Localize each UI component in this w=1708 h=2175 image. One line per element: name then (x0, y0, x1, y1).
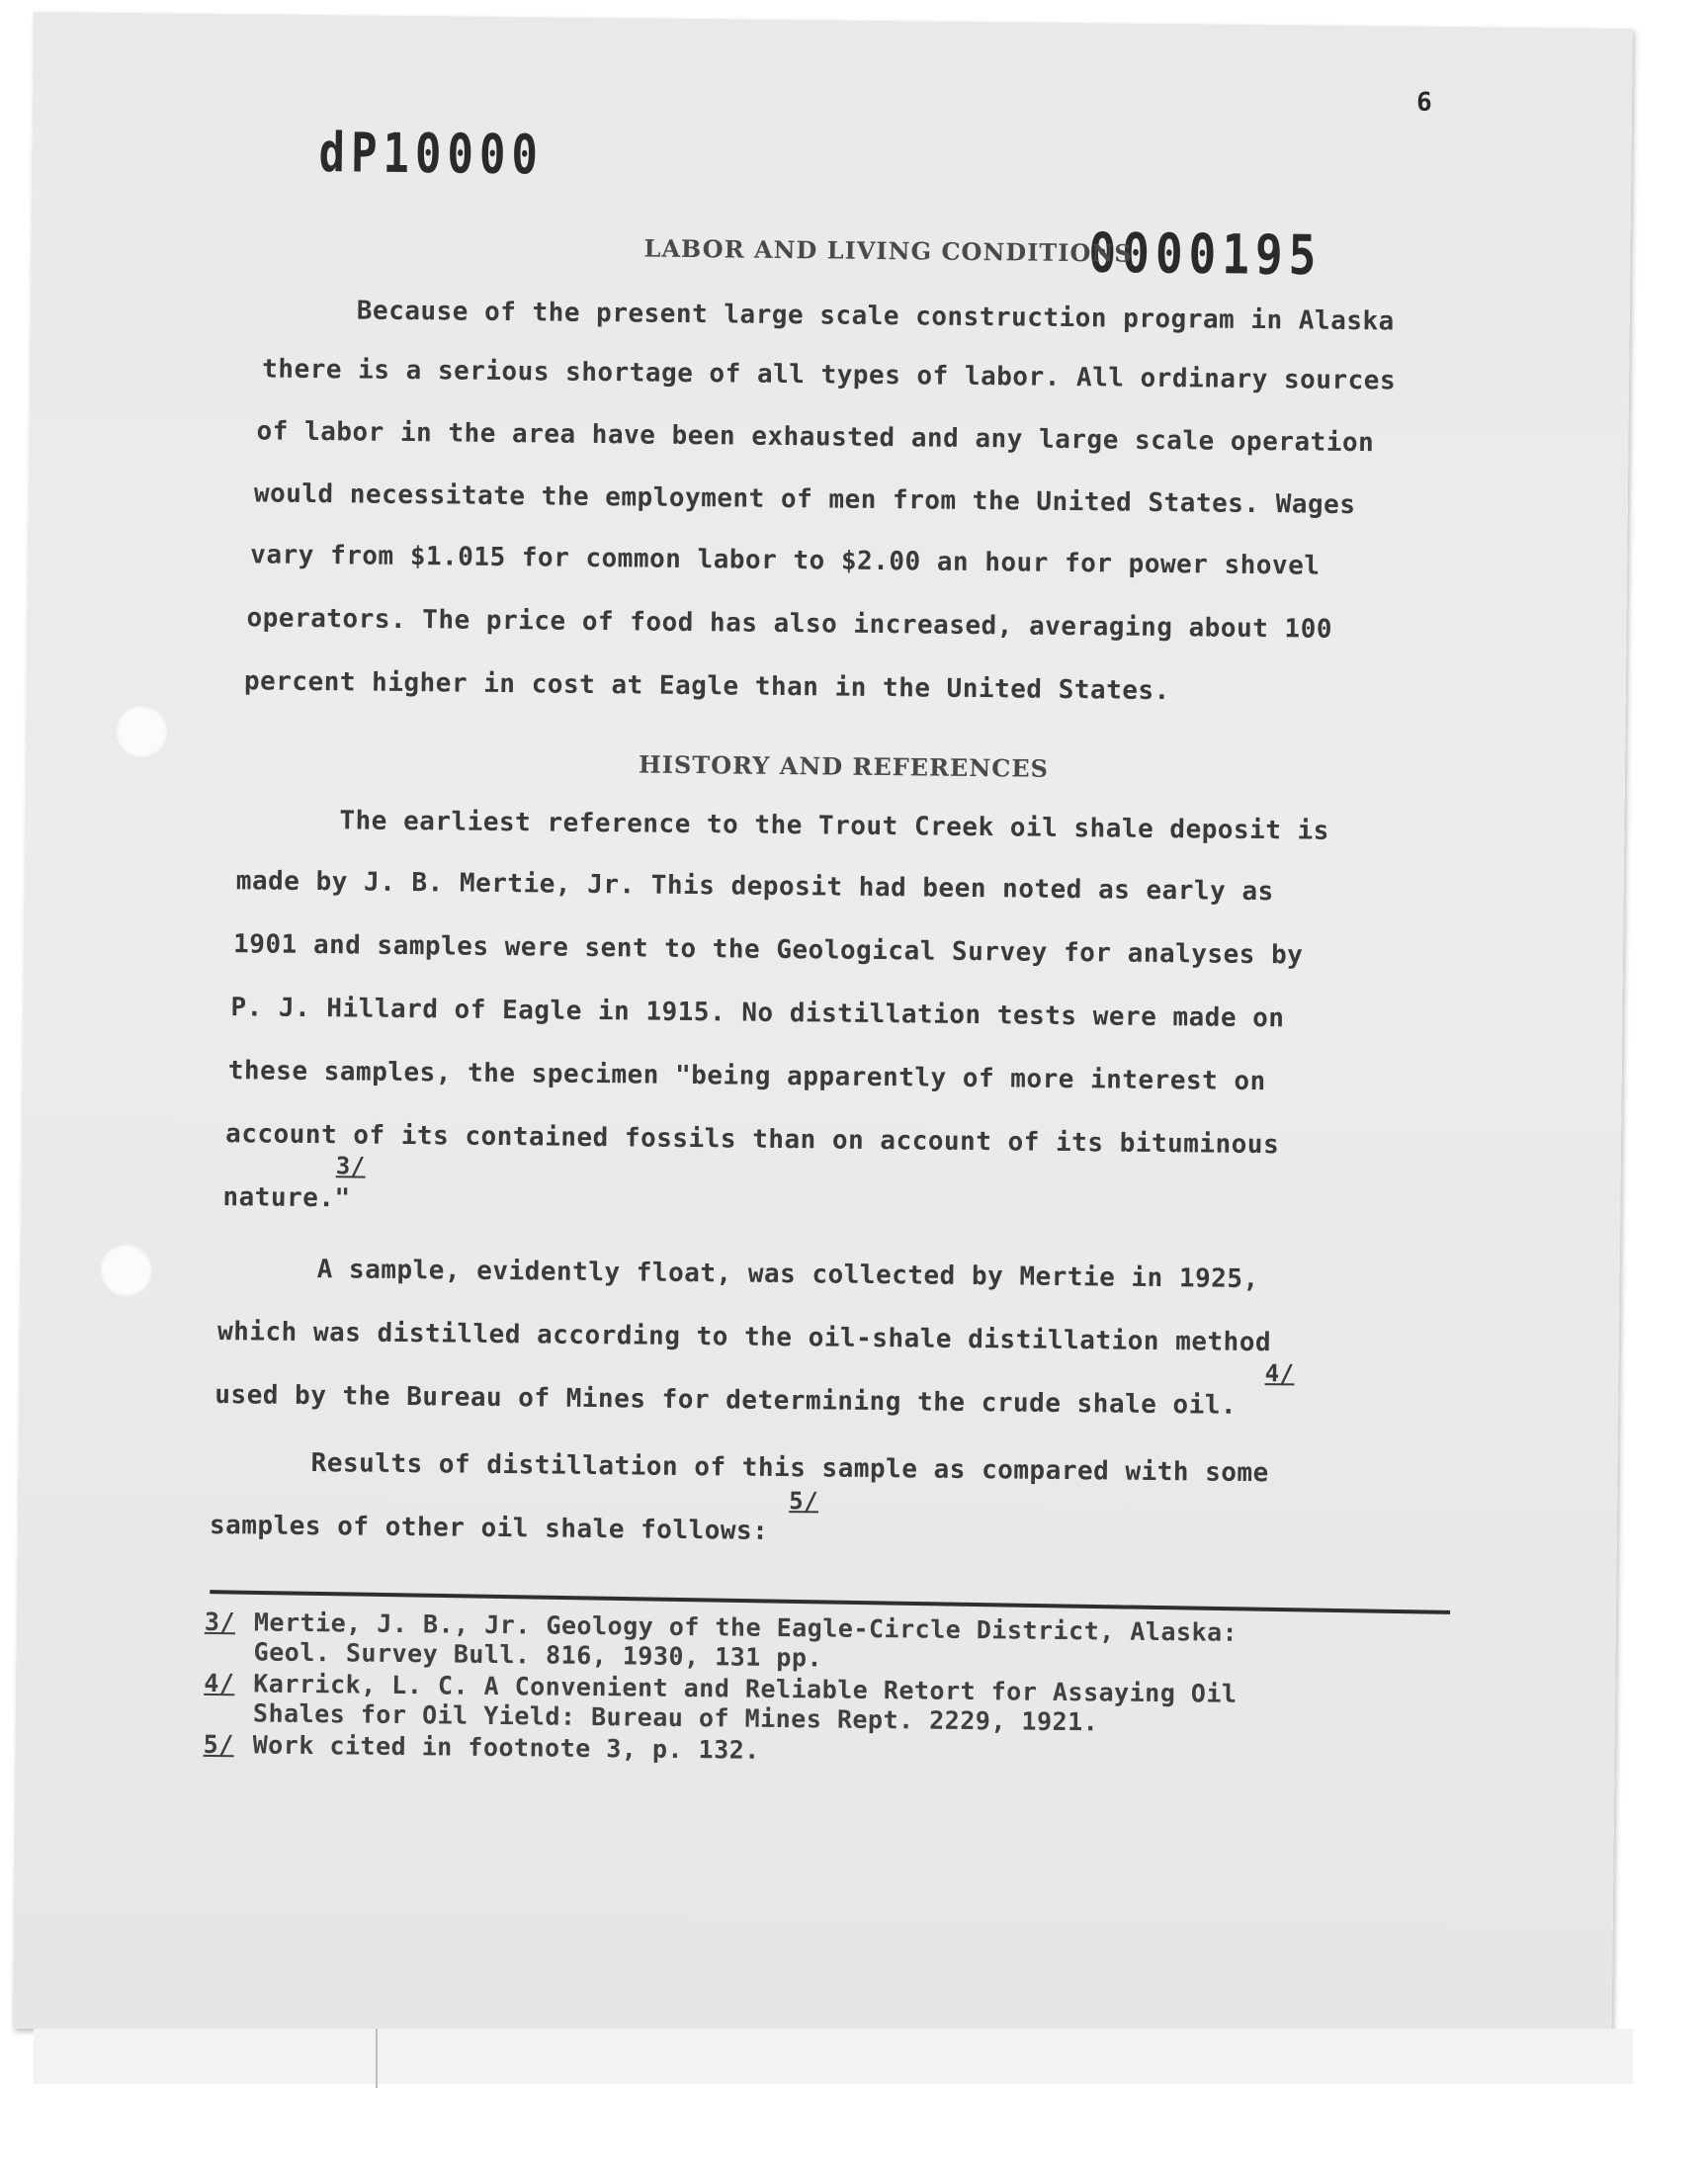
footnote-text: Mertie, J. B., Jr. Geology of the Eagle-Circle District, Alaska: (253, 1608, 1238, 1647)
text-line: samples of other oil shale follows: (209, 1510, 769, 1546)
text-line: would necessitate the employment of men from the United States. Wages (253, 478, 1356, 521)
footnote-reference-5: 5/ (789, 1487, 819, 1516)
text-line: The earliest reference to the Trout Creek oil shale deposit is (339, 806, 1330, 846)
text-line: A sample, evidently float, was collected by Mertie in 1925, (316, 1255, 1259, 1295)
footnote-mark: 5/ (203, 1729, 234, 1760)
document-page (13, 12, 1633, 2045)
text-line: P. J. Hillard of Eagle in 1915. No distillation tests were made on (230, 993, 1285, 1034)
footnote-mark: 4/ (204, 1668, 235, 1698)
document-id-stamp: dP10000 (318, 122, 545, 188)
text-line: which was distilled according to the oil-shale distillation method (216, 1317, 1272, 1358)
text-line: these samples, the specimen "being apparently of more interest on (227, 1056, 1266, 1097)
scan-artifact-line (376, 2029, 378, 2088)
text-line: of labor in the area have been exhausted and any large scale operation (256, 416, 1375, 459)
text-line: nature." (222, 1182, 351, 1214)
footnote-mark: 3/ (204, 1607, 236, 1637)
footnote-text: Karrick, L. C. A Convenient and Reliable Retort for Assaying Oil (253, 1669, 1238, 1708)
section-heading-labor: LABOR AND LIVING CONDITIONS (643, 233, 1133, 268)
punch-hole-upper (115, 705, 169, 759)
footnote-text: Geol. Survey Bull. 816, 1930, 131 pp. (253, 1637, 823, 1673)
text-line: account of its contained fossils than on account of its bituminous (224, 1119, 1280, 1161)
text-line: made by J. B. Mertie, Jr. This deposit had been noted as early as (235, 866, 1274, 908)
footnote-text: Work cited in footnote 3, p. 132. (252, 1730, 760, 1765)
text-line: used by the Bureau of Mines for determining the crude shale oil. (214, 1379, 1238, 1421)
text-line: 1901 and samples were sent to the Geological Survey for analyses by (232, 929, 1304, 971)
text-line: vary from $1.015 for common labor to $2.00 an hour for power shovel (250, 540, 1321, 581)
text-line: Results of distillation of this sample as compared with some (310, 1448, 1269, 1489)
page-number: 6 (1415, 87, 1438, 118)
text-line: operators. The price of food has also increased, averaging about 100 (246, 603, 1333, 645)
text-line: percent higher in cost at Eagle than in the United States. (243, 666, 1170, 707)
footnote-reference-3: 3/ (335, 1152, 366, 1180)
section-heading-history: HISTORY AND REFERENCES (638, 749, 1050, 783)
document-number-stamp: 0000195 (1088, 220, 1323, 288)
punch-hole-lower (99, 1244, 153, 1298)
text-line: Because of the present large scale construction program in Alaska (356, 296, 1395, 337)
footnote-text: Shales for Oil Yield: Bureau of Mines Rept. 2229, 1921. (252, 1698, 1099, 1737)
footnote-reference-4: 4/ (1264, 1359, 1295, 1388)
text-line: there is a serious shortage of all types of labor. All ordinary sources (262, 354, 1397, 396)
scanner-margin (34, 2029, 1633, 2084)
